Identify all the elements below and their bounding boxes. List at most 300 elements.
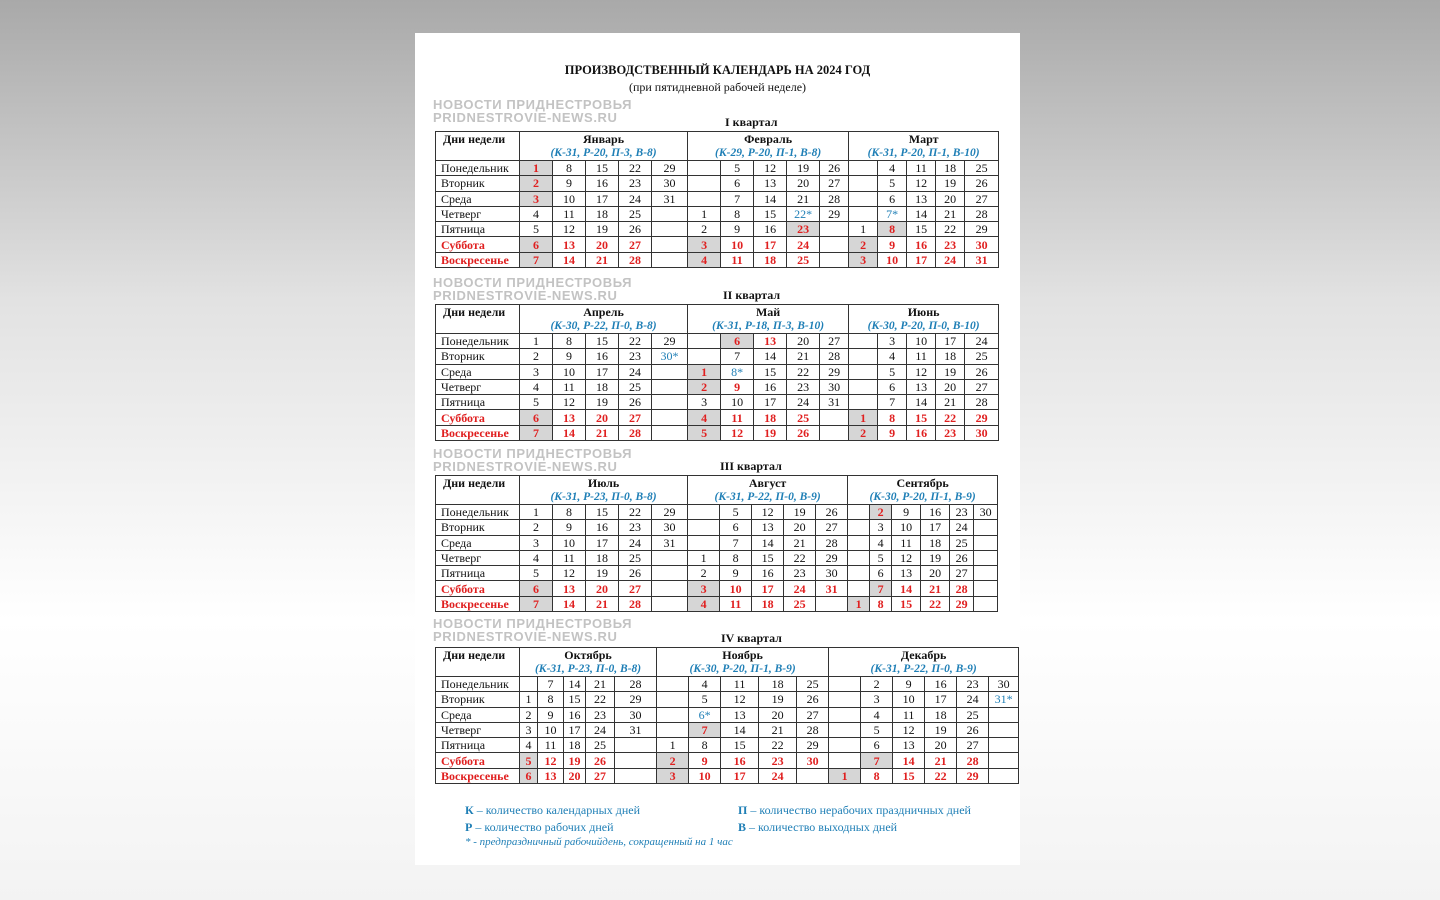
weekday-label: Среда <box>436 707 520 722</box>
month-name: Март <box>908 132 939 146</box>
day-cell: 18 <box>586 550 619 565</box>
day-cell: 29 <box>820 206 849 221</box>
day-cell: 9 <box>878 425 907 440</box>
day-cell: 17 <box>586 364 619 379</box>
month-name: Январь <box>582 132 625 146</box>
legend-key: К <box>465 803 474 817</box>
day-cell: 13 <box>754 334 787 349</box>
day-cell: 11 <box>892 535 921 550</box>
weekday-label: Суббота <box>436 753 520 768</box>
day-cell: 24 <box>787 395 820 410</box>
day-cell: 21 <box>921 581 950 596</box>
day-cell: 24 <box>936 252 965 267</box>
day-cell: 10 <box>553 535 586 550</box>
day-cell: 9 <box>721 379 754 394</box>
day-cell: 7 <box>538 677 564 692</box>
day-cell: 13 <box>907 379 936 394</box>
day-cell: 9 <box>553 176 586 191</box>
day-cell: 20 <box>925 738 957 753</box>
watermark <box>433 276 663 302</box>
quarter-label: III квартал <box>720 459 782 473</box>
day-cell: 26 <box>797 692 829 707</box>
day-cell: 3 <box>520 191 553 206</box>
day-cell <box>829 692 861 707</box>
day-cell: 24 <box>619 191 652 206</box>
day-cell: 11 <box>553 550 586 565</box>
day-cell: 8 <box>553 505 586 520</box>
day-cell: 25 <box>619 206 652 221</box>
day-cell: 24 <box>787 237 820 252</box>
day-cell: 27 <box>797 707 829 722</box>
day-cell: 6 <box>878 379 907 394</box>
day-cell: 14 <box>721 722 759 737</box>
day-cell: 24 <box>950 520 974 535</box>
day-cell: 25 <box>586 738 615 753</box>
day-cell: 31 <box>652 191 688 206</box>
day-cell: 7 <box>689 722 721 737</box>
day-cell: 10 <box>893 692 925 707</box>
day-cell: 15 <box>586 161 619 176</box>
day-cell: 15 <box>564 692 586 707</box>
day-cell <box>520 677 538 692</box>
day-cell: 23 <box>950 505 974 520</box>
day-cell: 30 <box>652 520 688 535</box>
day-cell <box>989 707 1019 722</box>
weekday-label: Воскресенье <box>436 252 520 267</box>
day-cell: 7 <box>870 581 892 596</box>
day-cell: 2 <box>861 677 893 692</box>
day-cell: 7 <box>861 753 893 768</box>
day-cell: 11 <box>907 161 936 176</box>
day-cell: 31 <box>816 581 848 596</box>
day-cell: 19 <box>586 222 619 237</box>
day-cell: 18 <box>752 596 784 611</box>
month-stats: (К-31, Р-23, П-0, В-8) <box>534 663 642 675</box>
day-cell: 28 <box>957 753 989 768</box>
weekday-label: Четверг <box>436 206 520 221</box>
day-cell: 9 <box>878 237 907 252</box>
day-cell: 8 <box>689 738 721 753</box>
day-cell <box>820 410 849 425</box>
quarter-table <box>435 131 999 268</box>
day-cell: 14 <box>907 395 936 410</box>
weekday-label: Пятница <box>436 738 520 753</box>
day-cell: 22 <box>784 550 816 565</box>
day-cell: 19 <box>586 395 619 410</box>
day-cell: 7 <box>520 596 553 611</box>
legend-key: П <box>738 803 748 817</box>
day-cell: 27 <box>619 410 652 425</box>
day-cell: 12 <box>907 364 936 379</box>
day-cell: 22 <box>759 738 797 753</box>
day-cell <box>989 753 1019 768</box>
day-cell: 5 <box>688 425 721 440</box>
day-cell: 11 <box>553 206 586 221</box>
day-cell: 13 <box>721 707 759 722</box>
day-cell: 29 <box>950 596 974 611</box>
day-cell: 3 <box>520 722 538 737</box>
day-cell: 5 <box>520 395 553 410</box>
day-cell <box>657 722 689 737</box>
weekday-label: Среда <box>436 364 520 379</box>
day-cell: 14 <box>553 425 586 440</box>
day-cell: 22 <box>619 334 652 349</box>
legend-key: В <box>738 820 747 834</box>
day-cell: 6 <box>520 410 553 425</box>
day-cell: 23 <box>619 520 652 535</box>
day-cell: 8 <box>553 161 586 176</box>
day-cell: 8 <box>878 222 907 237</box>
day-cell: 20 <box>759 707 797 722</box>
day-cell: 27 <box>950 566 974 581</box>
weekday-label: Суббота <box>436 237 520 252</box>
day-cell <box>652 425 688 440</box>
quarter-table <box>435 475 998 612</box>
day-cell: 19 <box>784 505 816 520</box>
quarter-label: II квартал <box>723 288 781 302</box>
day-cell: 18 <box>936 349 965 364</box>
day-cell: 25 <box>787 252 820 267</box>
day-cell: 15 <box>721 738 759 753</box>
day-cell: 29 <box>965 222 999 237</box>
watermark <box>433 98 663 124</box>
month-header <box>520 305 688 334</box>
day-cell <box>848 566 870 581</box>
day-cell: 8 <box>870 596 892 611</box>
watermark <box>433 447 663 473</box>
day-cell <box>657 692 689 707</box>
day-cell: 16 <box>925 677 957 692</box>
month-header <box>520 648 657 677</box>
day-cell <box>829 722 861 737</box>
day-cell: 23 <box>957 677 989 692</box>
day-cell: 1 <box>829 768 861 783</box>
day-cell: 3 <box>520 535 553 550</box>
day-cell <box>974 520 998 535</box>
day-cell: 17 <box>907 252 936 267</box>
day-cell: 19 <box>759 692 797 707</box>
weekday-label: Пятница <box>436 566 520 581</box>
day-cell: 9 <box>689 753 721 768</box>
weekday-label: Понедельник <box>436 505 520 520</box>
day-cell: 28 <box>615 677 657 692</box>
day-cell: 15 <box>907 222 936 237</box>
day-cell: 8 <box>861 768 893 783</box>
day-cell: 22 <box>936 410 965 425</box>
day-cell <box>652 566 688 581</box>
day-cell: 12 <box>752 505 784 520</box>
day-cell: 13 <box>553 410 586 425</box>
day-cell <box>652 410 688 425</box>
month-stats: (К-30, Р-20, П-1, В-9) <box>869 491 976 503</box>
day-cell: 23 <box>619 176 652 191</box>
day-cell: 7 <box>520 252 553 267</box>
day-cell <box>820 222 849 237</box>
day-cell: 16 <box>754 379 787 394</box>
day-cell: 19 <box>754 425 787 440</box>
day-cell: 21 <box>936 206 965 221</box>
weekday-header: Дни недели <box>436 476 520 505</box>
day-cell: 18 <box>921 535 950 550</box>
day-cell: 1 <box>520 334 553 349</box>
day-cell: 26 <box>586 753 615 768</box>
month-stats: (К-30, Р-22, П-0, В-8) <box>550 320 657 332</box>
day-cell: 19 <box>564 753 586 768</box>
day-cell: 19 <box>921 550 950 565</box>
day-cell <box>688 349 721 364</box>
day-cell: 20 <box>921 566 950 581</box>
day-cell: 6 <box>878 191 907 206</box>
month-header <box>657 648 829 677</box>
day-cell: 22 <box>921 596 950 611</box>
day-cell: 16 <box>586 349 619 364</box>
day-cell: 25 <box>957 707 989 722</box>
day-cell: 22 <box>936 222 965 237</box>
day-cell: 12 <box>721 692 759 707</box>
day-cell: 8 <box>720 550 752 565</box>
day-cell: 15 <box>754 206 787 221</box>
day-cell: 21 <box>787 349 820 364</box>
day-cell: 23 <box>619 349 652 364</box>
day-cell: 12 <box>754 161 787 176</box>
day-cell: 23 <box>759 753 797 768</box>
day-cell: 28 <box>797 722 829 737</box>
day-cell: 14 <box>754 191 787 206</box>
day-cell: 17 <box>754 395 787 410</box>
day-cell <box>974 581 998 596</box>
watermark-line2: PRIDNESTROVIE-NEWS.RU <box>433 629 618 644</box>
month-stats: (К-31, Р-22, П-0, В-9) <box>870 663 977 675</box>
day-cell <box>974 596 998 611</box>
day-cell: 14 <box>553 596 586 611</box>
month-stats: (К-31, Р-23, П-0, В-8) <box>550 491 657 503</box>
day-cell <box>849 191 878 206</box>
day-cell: 15 <box>892 596 921 611</box>
day-cell: 4 <box>878 349 907 364</box>
day-cell: 2 <box>520 520 553 535</box>
day-cell: 10 <box>878 252 907 267</box>
day-cell <box>657 677 689 692</box>
weekday-label: Воскресенье <box>436 596 520 611</box>
weekday-label: Суббота <box>436 581 520 596</box>
day-cell: 17 <box>925 692 957 707</box>
day-cell: 1 <box>688 206 721 221</box>
weekday-label: Пятница <box>436 222 520 237</box>
day-cell: 8 <box>553 334 586 349</box>
day-cell: 17 <box>564 722 586 737</box>
day-cell: 12 <box>907 176 936 191</box>
day-cell: 8 <box>721 206 754 221</box>
day-cell: 30 <box>652 176 688 191</box>
day-cell: 31* <box>989 692 1019 707</box>
day-cell: 4 <box>520 379 553 394</box>
day-cell: 16 <box>586 176 619 191</box>
day-cell: 26 <box>950 550 974 565</box>
day-cell: 4 <box>520 550 553 565</box>
day-cell: 3 <box>688 395 721 410</box>
day-cell: 16 <box>907 425 936 440</box>
day-cell: 19 <box>936 364 965 379</box>
day-cell: 27 <box>965 379 999 394</box>
day-cell: 7 <box>520 425 553 440</box>
day-cell: 4 <box>688 596 720 611</box>
day-cell: 1 <box>520 161 553 176</box>
day-cell: 28 <box>619 425 652 440</box>
day-cell: 6 <box>721 334 754 349</box>
day-cell: 11 <box>721 410 754 425</box>
month-stats: (К-31, Р-20, П-3, В-8) <box>550 147 657 159</box>
day-cell: 20 <box>564 768 586 783</box>
day-cell: 30 <box>974 505 998 520</box>
day-cell: 8 <box>878 410 907 425</box>
legend-text: – количество выходных дней <box>746 820 898 834</box>
month-stats: (К-31, Р-18, П-3, В-10) <box>712 320 825 332</box>
day-cell: 27 <box>965 191 999 206</box>
day-cell: 13 <box>893 738 925 753</box>
day-cell: 26 <box>619 222 652 237</box>
day-cell <box>849 349 878 364</box>
day-cell: 30 <box>797 753 829 768</box>
day-cell: 10 <box>553 191 586 206</box>
day-cell: 17 <box>936 334 965 349</box>
day-cell: 17 <box>921 520 950 535</box>
month-stats: (К-31, Р-22, П-0, В-9) <box>714 491 821 503</box>
quarter-label: IV квартал <box>721 631 782 645</box>
day-cell: 21 <box>925 753 957 768</box>
day-cell: 16 <box>754 222 787 237</box>
day-cell: 14 <box>893 753 925 768</box>
day-cell: 23 <box>784 566 816 581</box>
day-cell: 8 <box>538 692 564 707</box>
day-cell: 21 <box>784 535 816 550</box>
month-header <box>848 476 998 505</box>
day-cell <box>797 768 829 783</box>
day-cell: 20 <box>787 334 820 349</box>
weekday-label: Вторник <box>436 692 520 707</box>
day-cell <box>688 505 720 520</box>
day-cell: 9 <box>721 222 754 237</box>
day-cell: 12 <box>553 395 586 410</box>
day-cell: 2 <box>870 505 892 520</box>
legend-k <box>465 803 640 818</box>
weekday-label: Четверг <box>436 550 520 565</box>
day-cell: 18 <box>759 677 797 692</box>
day-cell: 15 <box>752 550 784 565</box>
day-cell: 24 <box>957 692 989 707</box>
legend-r <box>465 820 613 835</box>
day-cell: 28 <box>820 191 849 206</box>
watermark-line1: НОВОСТИ ПРИДНЕСТРОВЬЯ <box>433 446 633 461</box>
day-cell: 10 <box>721 395 754 410</box>
day-cell: 14 <box>892 581 921 596</box>
day-cell: 18 <box>925 707 957 722</box>
day-cell: 25 <box>784 596 816 611</box>
day-cell: 20 <box>787 176 820 191</box>
weekday-label: Среда <box>436 191 520 206</box>
day-cell: 25 <box>965 161 999 176</box>
day-cell: 2 <box>688 379 721 394</box>
day-cell <box>849 161 878 176</box>
day-cell <box>848 550 870 565</box>
day-cell: 23 <box>586 707 615 722</box>
day-cell: 3 <box>520 364 553 379</box>
day-cell: 31 <box>820 395 849 410</box>
day-cell: 15 <box>754 364 787 379</box>
day-cell: 11 <box>553 379 586 394</box>
watermark-line1: НОВОСТИ ПРИДНЕСТРОВЬЯ <box>433 97 633 112</box>
day-cell: 27 <box>820 334 849 349</box>
day-cell <box>688 191 721 206</box>
day-cell: 26 <box>965 176 999 191</box>
day-cell: 22* <box>787 206 820 221</box>
day-cell: 2 <box>688 566 720 581</box>
day-cell: 18 <box>586 206 619 221</box>
day-cell: 21 <box>759 722 797 737</box>
day-cell: 15 <box>586 505 619 520</box>
day-cell: 24 <box>759 768 797 783</box>
month-name: Сентябрь <box>896 476 949 490</box>
day-cell: 15 <box>893 768 925 783</box>
day-cell: 12 <box>553 566 586 581</box>
weekday-label: Понедельник <box>436 677 520 692</box>
quarter-label: I квартал <box>725 115 778 129</box>
day-cell: 10 <box>892 520 921 535</box>
day-cell: 6 <box>520 768 538 783</box>
day-cell: 16 <box>586 520 619 535</box>
day-cell <box>989 738 1019 753</box>
day-cell: 28 <box>619 252 652 267</box>
calendar-page <box>415 33 1020 865</box>
day-cell: 23 <box>787 379 820 394</box>
day-cell: 4 <box>520 738 538 753</box>
day-cell: 19 <box>787 161 820 176</box>
day-cell: 16 <box>921 505 950 520</box>
day-cell: 20 <box>586 237 619 252</box>
day-cell <box>820 252 849 267</box>
day-cell: 20 <box>586 410 619 425</box>
day-cell <box>688 176 721 191</box>
weekday-label: Понедельник <box>436 334 520 349</box>
day-cell: 4 <box>878 161 907 176</box>
day-cell: 29 <box>957 768 989 783</box>
day-cell: 23 <box>936 237 965 252</box>
month-header <box>688 132 849 161</box>
day-cell <box>652 364 688 379</box>
day-cell <box>989 722 1019 737</box>
day-cell: 28 <box>965 206 999 221</box>
day-cell: 13 <box>538 768 564 783</box>
day-cell: 1 <box>849 410 878 425</box>
day-cell: 10 <box>553 364 586 379</box>
month-header <box>520 132 688 161</box>
day-cell: 20 <box>936 191 965 206</box>
day-cell: 26 <box>820 161 849 176</box>
day-cell: 28 <box>950 581 974 596</box>
day-cell: 1 <box>848 596 870 611</box>
day-cell: 13 <box>754 176 787 191</box>
day-cell: 28 <box>820 349 849 364</box>
day-cell: 15 <box>586 334 619 349</box>
month-header <box>688 305 849 334</box>
day-cell: 19 <box>936 176 965 191</box>
day-cell: 27 <box>586 768 615 783</box>
day-cell: 12 <box>721 425 754 440</box>
legend-text: – количество нерабочих праздничных дней <box>747 803 971 817</box>
day-cell: 7 <box>720 535 752 550</box>
day-cell: 29 <box>797 738 829 753</box>
day-cell: 1 <box>657 738 689 753</box>
day-cell: 26 <box>816 505 848 520</box>
